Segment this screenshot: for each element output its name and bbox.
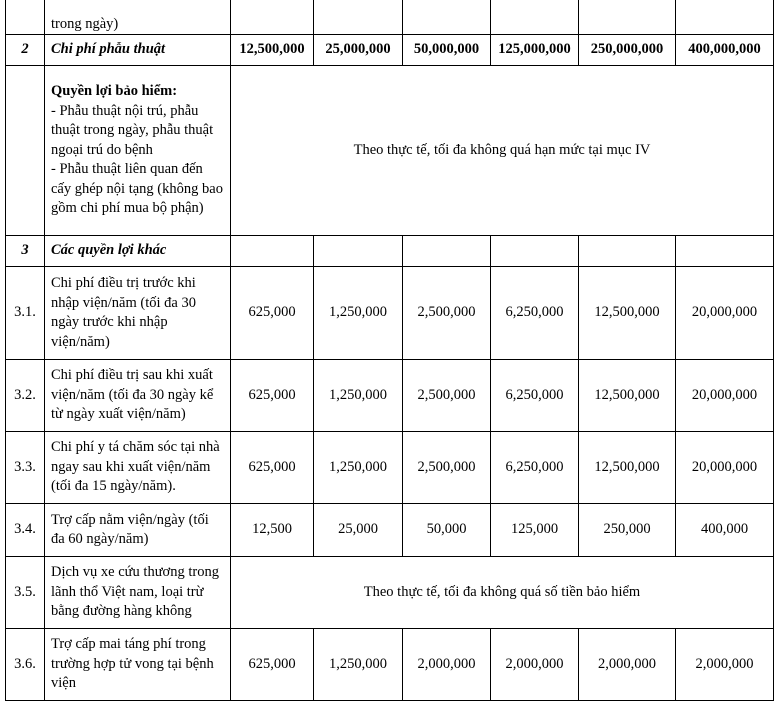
value-cell: 250,000 xyxy=(579,504,676,557)
row-number: 3.6. xyxy=(6,629,45,701)
row-number: 3.3. xyxy=(6,432,45,504)
value-cell: 12,500 xyxy=(231,504,314,557)
value-cell: 625,000 xyxy=(231,360,314,432)
benefit-line: - Phẫu thuật nội trú, phẫu thuật trong ngày, phẫu thuật ngoại trú do bệnh xyxy=(51,102,214,158)
table-row xyxy=(6,66,774,236)
benefit-line: - Phẫu thuật liên quan đến cấy ghép nội tạng (không bao gồm chi phí mua bộ phận) xyxy=(51,161,223,217)
row-desc: Chi phí điều trị sau khi xuất viện/năm (tối đa 30 ngày kể từ ngày xuất viện/năm) xyxy=(45,360,231,432)
row-desc: Chi phí y tá chăm sóc tại nhà ngay sau khi xuất viện/năm (tối đa 15 ngày/năm). xyxy=(45,432,231,504)
value-cell: 50,000,000 xyxy=(403,35,491,66)
row-number: 2 xyxy=(6,35,45,66)
value-cell: 20,000,000 xyxy=(676,432,774,504)
value-cell: 2,000,000 xyxy=(676,629,774,701)
value-cell: 1,250,000 xyxy=(314,432,403,504)
value-cell: 20,000,000 xyxy=(676,360,774,432)
table-row xyxy=(6,504,774,557)
row-desc: Các quyền lợi khác xyxy=(45,236,231,267)
row-number: 3.2. xyxy=(6,360,45,432)
row-number: 3.4. xyxy=(6,504,45,557)
row-number: 3.1. xyxy=(6,267,45,360)
row-desc: Chi phí phẫu thuật xyxy=(45,35,231,66)
value-cell: 125,000,000 xyxy=(491,35,579,66)
value-cell: 12,500,000 xyxy=(579,360,676,432)
benefit-title: Quyền lợi bảo hiểm: xyxy=(51,83,178,100)
value-cell: 1,250,000 xyxy=(314,360,403,432)
value-cell: 1,250,000 xyxy=(314,267,403,360)
value-cell: 625,000 xyxy=(231,267,314,360)
value-cell: 625,000 xyxy=(231,629,314,701)
table-row xyxy=(6,35,774,66)
row-desc: Trợ cấp mai táng phí trong trường hợp tử vong tại bệnh viện xyxy=(45,629,231,701)
row-desc: Trợ cấp nằm viện/ngày (tối đa 60 ngày/năm) xyxy=(45,504,231,557)
row-desc: trong ngày) xyxy=(45,0,231,35)
value-cell: 20,000,000 xyxy=(676,267,774,360)
table-row xyxy=(6,557,774,629)
value-cell: 50,000 xyxy=(403,504,491,557)
value-cell: 6,250,000 xyxy=(491,267,579,360)
value-cell: 125,000 xyxy=(491,504,579,557)
value-cell: 12,500,000 xyxy=(231,35,314,66)
value-cell: 625,000 xyxy=(231,432,314,504)
value-cell: 12,500,000 xyxy=(579,432,676,504)
table-row xyxy=(6,267,774,360)
table-row xyxy=(6,360,774,432)
value-cell: 400,000 xyxy=(676,504,774,557)
value-cell: 2,500,000 xyxy=(403,432,491,504)
value-cell: 2,500,000 xyxy=(403,360,491,432)
value-cell: 25,000,000 xyxy=(314,35,403,66)
table-row xyxy=(6,0,774,35)
row-number: 3.5. xyxy=(6,557,45,629)
value-cell: 25,000 xyxy=(314,504,403,557)
value-cell: 2,000,000 xyxy=(579,629,676,701)
value-cell: 250,000,000 xyxy=(579,35,676,66)
row-note: Theo thực tế, tối đa không quá số tiền bảo hiểm xyxy=(231,557,774,629)
table-row xyxy=(6,432,774,504)
value-cell: 2,500,000 xyxy=(403,267,491,360)
value-cell: 1,250,000 xyxy=(314,629,403,701)
value-cell: 6,250,000 xyxy=(491,432,579,504)
value-cell: 6,250,000 xyxy=(491,360,579,432)
value-cell: 2,000,000 xyxy=(491,629,579,701)
benefit-note: Theo thực tế, tối đa không quá hạn mức tại mục IV xyxy=(231,66,774,236)
table-row xyxy=(6,236,774,267)
table-row xyxy=(6,629,774,701)
row-desc: Dịch vụ xe cứu thương trong lãnh thổ Việt nam, loại trừ bằng đường hàng không xyxy=(45,557,231,629)
value-cell: 12,500,000 xyxy=(579,267,676,360)
row-desc: Chi phí điều trị trước khi nhập viện/năm (tối đa 30 ngày trước khi nhập viện/năm) xyxy=(45,267,231,360)
benefit-desc xyxy=(45,66,231,236)
value-cell: 2,000,000 xyxy=(403,629,491,701)
benefits-table xyxy=(5,0,774,701)
row-number: 3 xyxy=(6,236,45,267)
value-cell: 400,000,000 xyxy=(676,35,774,66)
